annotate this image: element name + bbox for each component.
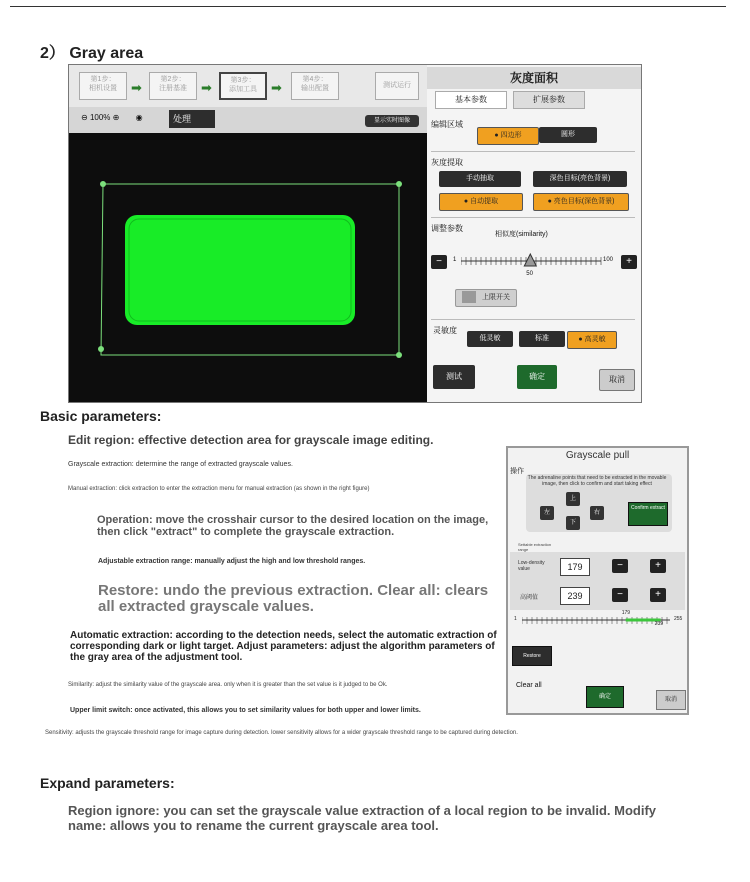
- similarity-text: Similarity: adjust the similarity value of the grayscale area. only when it is greater than the set value is it judged to be Ok.: [68, 682, 388, 688]
- dark-target-button[interactable]: 深色目标(亮色背景): [533, 171, 627, 187]
- software-screenshot: [68, 64, 642, 403]
- grayscale-pull-panel: [506, 446, 689, 715]
- step-1[interactable]: 第1步： 相机设置: [79, 72, 127, 100]
- similarity-label: 相似度(similarity): [495, 231, 548, 238]
- restore-button[interactable]: Restore: [512, 646, 552, 666]
- adjust-params-label: 调整参数: [431, 224, 463, 233]
- panel-title: 灰度面积: [427, 67, 641, 89]
- fit-icon[interactable]: ◉: [135, 113, 143, 122]
- slider-value: 50: [526, 271, 533, 277]
- arrow-right-icon: ➡: [131, 80, 142, 95]
- step-3[interactable]: 第3步： 添加工具: [219, 72, 267, 100]
- polygon-button[interactable]: ● 四边形: [477, 127, 539, 145]
- move-right-button[interactable]: 右: [590, 506, 604, 520]
- circle-button[interactable]: 圆形: [539, 127, 597, 143]
- grayscale-pull-title: Grayscale pull: [565, 450, 630, 461]
- region-handle: [396, 181, 402, 187]
- operation-text: Operation: move the crosshair cursor to the desired location on the image, then click "extract" to complete the grayscale extraction.: [97, 514, 489, 538]
- process-dropdown[interactable]: 处理: [169, 110, 215, 128]
- low-threshold-label: Low-density value: [518, 560, 545, 572]
- high-threshold-label: 高阈值: [520, 595, 539, 601]
- sensitivity-text: Sensitivity: adjusts the grayscale threshold range for image capture during detection. lower sensitivity allows for a wider grayscale threshold range to be captured during detection.: [45, 730, 518, 736]
- restore-text: Restore: undo the previous extraction. Clear all: clears all extracted grayscale values.: [98, 582, 489, 615]
- manual-extract-button[interactable]: 手动抽取: [439, 171, 521, 187]
- clear-all-button[interactable]: Clear all: [516, 682, 542, 689]
- low-threshold-value[interactable]: 179: [560, 558, 590, 576]
- zoom-level: 100%: [89, 113, 111, 122]
- operate-hint: The adrenaline points that need to be extracted in the movable image, then click to confirm and start taking effect: [527, 475, 667, 487]
- pull-cancel-button[interactable]: 取消: [656, 690, 686, 710]
- slider-max: 100: [603, 257, 614, 263]
- step-2[interactable]: 第2步： 注册基准: [149, 72, 197, 100]
- automatic-extraction-text: Automatic extraction: according to the detection needs, select the automatic extraction of corresponding dark or light target. Adjust parameters: adjust the algorithm parameters of the gray area of the adjustment tool.: [70, 630, 497, 663]
- zoom-in-icon[interactable]: ⊕: [112, 113, 120, 122]
- scale-max: 255: [674, 616, 683, 622]
- gray-extraction-text: Grayscale extraction: determine the range of extracted grayscale values.: [68, 461, 293, 468]
- adjustable-range-text: Adjustable extraction range: manually adjust the high and low threshold ranges.: [98, 558, 366, 565]
- region-overlay: [69, 133, 427, 402]
- extract-button[interactable]: Confirm extract: [628, 502, 668, 526]
- minus-button[interactable]: −: [431, 255, 447, 269]
- realtime-image-button[interactable]: 显示实时图像: [365, 115, 419, 127]
- low-plus-button[interactable]: +: [650, 559, 666, 573]
- high-plus-button[interactable]: +: [650, 588, 666, 602]
- high-minus-button[interactable]: −: [612, 588, 628, 602]
- test-run-button[interactable]: 测试运行: [375, 72, 419, 100]
- settings-panel: [427, 65, 641, 402]
- gray-extract-label: 灰度提取: [431, 158, 463, 167]
- move-down-button[interactable]: 下: [566, 516, 580, 530]
- basic-heading: Basic parameters:: [40, 408, 162, 424]
- ok-button[interactable]: 确定: [517, 365, 557, 389]
- upper-switch[interactable]: 上限开关: [455, 289, 517, 307]
- high-threshold-value[interactable]: 239: [560, 587, 590, 605]
- top-rule: [10, 6, 726, 7]
- light-target-button[interactable]: ● 亮色目标(深色背景): [533, 193, 629, 211]
- edit-region-text: Edit region: effective detection area for grayscale image editing.: [68, 433, 434, 447]
- slider-min: 1: [453, 257, 457, 263]
- move-up-button[interactable]: 上: [566, 492, 580, 506]
- operate-label: 操作: [510, 468, 524, 475]
- upper-limit-text: Upper limit switch: once activated, this allows you to set similarity values for both upper and lower limits.: [70, 707, 421, 714]
- expand-text: Region ignore: you can set the grayscale value extraction of a local region to be invalid. Modify name: allows you to rename the current grayscale area tool.: [68, 803, 657, 833]
- cancel-button[interactable]: 取消: [599, 369, 635, 391]
- section-title: 2） Gray area: [40, 45, 144, 62]
- move-left-button[interactable]: 左: [540, 506, 554, 520]
- region-handle: [100, 181, 106, 187]
- plus-button[interactable]: +: [621, 255, 637, 269]
- sensitivity-label: 灵敏度: [433, 326, 457, 335]
- expand-heading: Expand parameters:: [40, 775, 175, 791]
- standard-sensitivity-button[interactable]: 标准: [519, 331, 565, 347]
- scale-high: 239: [654, 621, 664, 627]
- auto-extract-button[interactable]: ● 自动提取: [439, 193, 523, 211]
- step-bar: [69, 65, 427, 107]
- region-handle: [396, 352, 402, 358]
- manual-extraction-text: Manual extraction: click extraction to enter the extraction menu for manual extraction (as shown in the right figure): [68, 486, 370, 492]
- tab-basic[interactable]: 基本参数: [435, 91, 507, 109]
- arrow-right-icon: ➡: [201, 80, 212, 95]
- scale-low: 179: [621, 610, 631, 616]
- arrow-right-icon: ➡: [271, 80, 282, 95]
- image-canvas[interactable]: [69, 133, 427, 402]
- zoom-out-icon[interactable]: ⊖: [81, 113, 88, 122]
- zoom-control[interactable]: [81, 113, 143, 122]
- low-sensitivity-button[interactable]: 低灵敏: [467, 331, 513, 347]
- region-handle: [98, 346, 104, 352]
- scale-min: 1: [514, 616, 517, 622]
- pull-ok-button[interactable]: 确定: [586, 686, 624, 708]
- range-label: Settable extraction range: [518, 542, 552, 552]
- low-minus-button[interactable]: −: [612, 559, 628, 573]
- grayscale-target: [125, 215, 355, 325]
- tab-extend[interactable]: 扩展参数: [513, 91, 585, 109]
- high-sensitivity-button[interactable]: ● 高灵敏: [567, 331, 617, 349]
- test-button[interactable]: 测试: [433, 365, 475, 389]
- threshold-scale[interactable]: [522, 614, 672, 632]
- step-4[interactable]: 第4步： 输出配置: [291, 72, 339, 100]
- edit-region-label: 编辑区域: [431, 120, 463, 129]
